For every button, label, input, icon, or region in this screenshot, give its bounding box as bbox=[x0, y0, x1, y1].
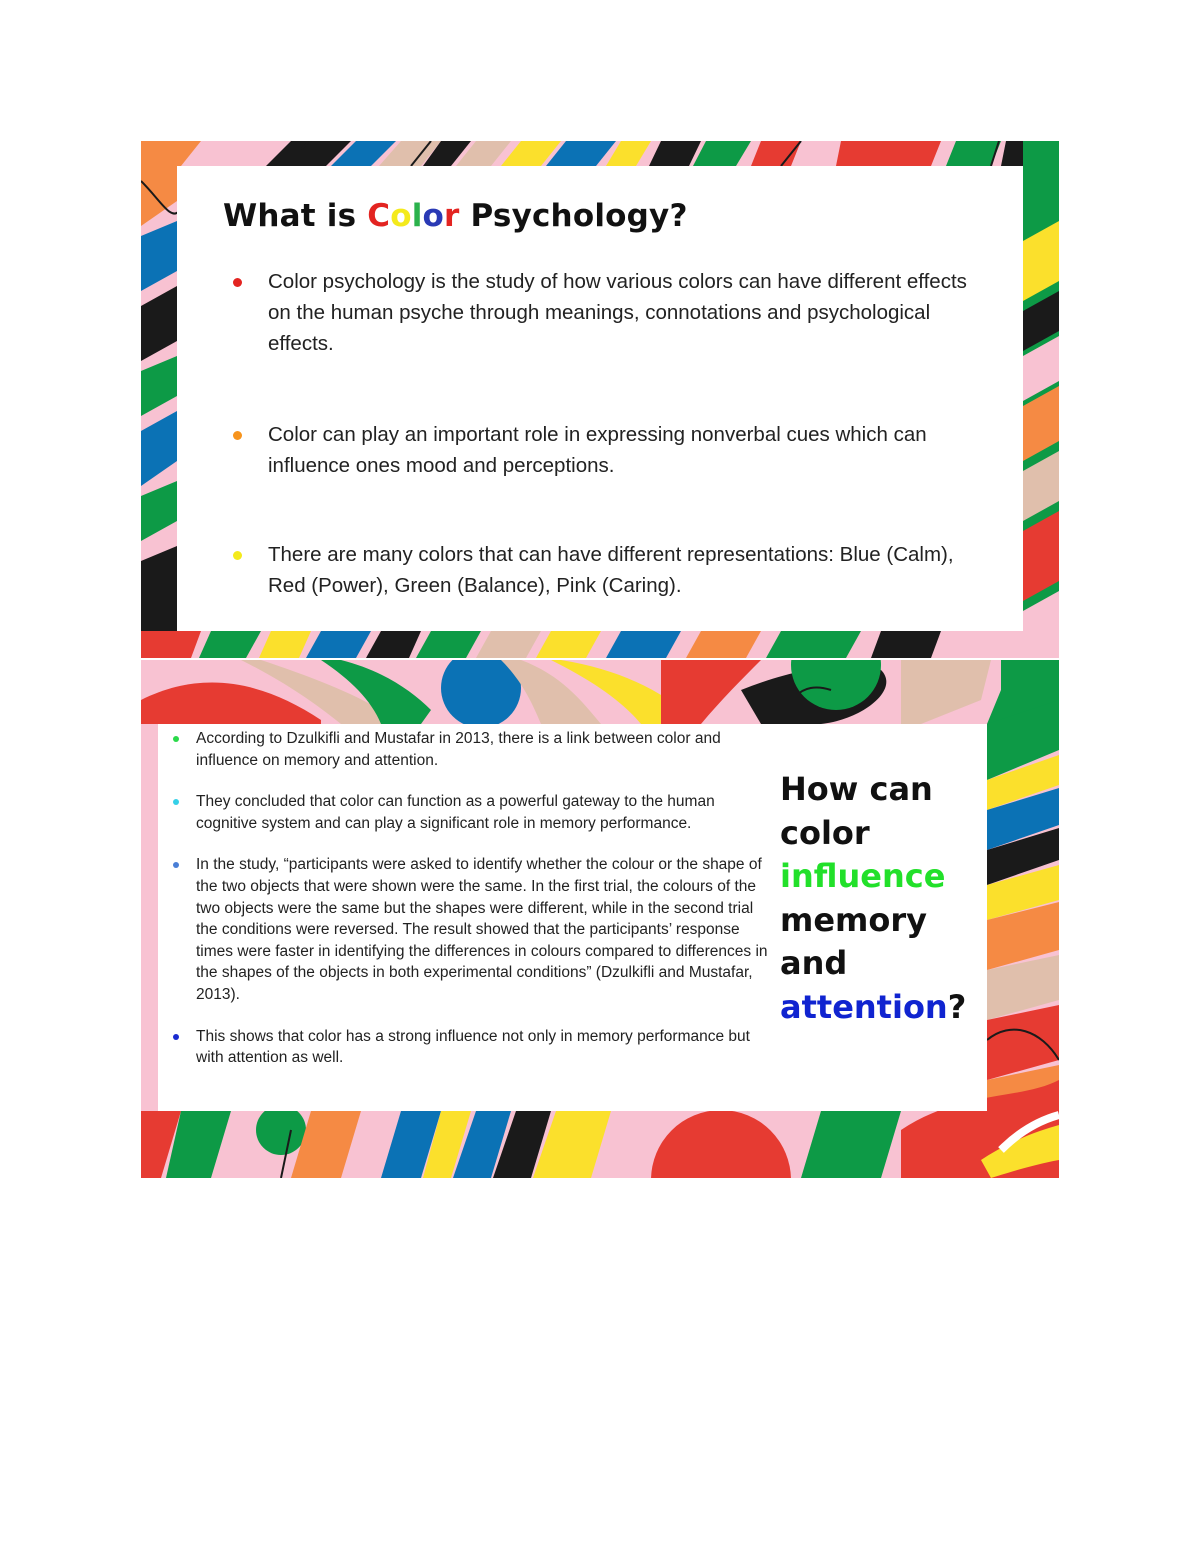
bullet-text: There are many colors that can have different representations: Blue (Calm), Red (Power), Green (Balance), Pink (Caring). bbox=[268, 543, 954, 597]
title-prefix: What is bbox=[223, 198, 368, 234]
bullet-dot-icon bbox=[173, 862, 179, 868]
list-item bbox=[164, 791, 776, 834]
bullet-text: They concluded that color can function as a powerful gateway to the human cognitive system and can play a significant role in memory performance. bbox=[196, 793, 715, 832]
list-item bbox=[164, 1026, 776, 1069]
title-suffix: Psychology? bbox=[459, 198, 688, 234]
slide1-content-panel bbox=[177, 166, 1023, 631]
bullet-dot-icon bbox=[233, 278, 242, 287]
list-item bbox=[223, 419, 993, 481]
list-item bbox=[223, 266, 993, 359]
slide1-title bbox=[223, 198, 688, 234]
bullet-dot-icon bbox=[173, 736, 179, 742]
list-item bbox=[164, 854, 776, 1005]
title-line: How can bbox=[780, 770, 933, 808]
slide1-bullet-list bbox=[223, 266, 993, 601]
list-item bbox=[164, 728, 776, 771]
slide2-content-panel bbox=[158, 724, 987, 1111]
bullet-text: This shows that color has a strong influence not only in memory performance but with attention as well. bbox=[196, 1027, 750, 1067]
slide2-title bbox=[780, 768, 980, 1029]
bullet-dot-icon bbox=[233, 431, 242, 440]
slide-color-psychology bbox=[141, 141, 1059, 658]
title-letter-r: r bbox=[444, 198, 460, 234]
bullet-text: According to Dzulkifli and Mustafar in 2013, there is a link between color and influence on memory and attention. bbox=[196, 730, 721, 769]
slide-memory-attention bbox=[141, 660, 1059, 1178]
bullet-dot-icon bbox=[173, 799, 179, 805]
title-line: color bbox=[780, 813, 870, 852]
title-question-mark: ? bbox=[947, 987, 967, 1026]
title-line: memory bbox=[780, 900, 928, 939]
title-letter-o2: o bbox=[422, 198, 445, 234]
title-line: and bbox=[780, 944, 848, 982]
title-letter-l: l bbox=[411, 198, 423, 234]
bullet-text: Color psychology is the study of how various colors can have different effects on the human psyche through meanings, connotations and psychological effects. bbox=[268, 270, 967, 355]
bullet-dot-icon bbox=[233, 551, 242, 560]
title-highlight-influence: influence bbox=[780, 857, 946, 895]
title-letter-o1: o bbox=[390, 198, 412, 234]
list-item bbox=[223, 539, 993, 601]
title-letter-c: C bbox=[367, 198, 391, 234]
bullet-dot-icon bbox=[173, 1034, 179, 1040]
bullet-text: In the study, “participants were asked to identify whether the colour or the shape of the two objects that were shown were the same. In the first trial, the colours of the two objects were the same but the shapes were different, while in the second trial the conditions were reversed. The result showed that the participants’ response times were faster in identifying the differences in colours compared to differences in the shapes of the objects in both experimental conditions” (Dzulkifli and Mustafar, 2013). bbox=[196, 856, 768, 1003]
title-highlight-attention: attention bbox=[780, 987, 948, 1026]
bullet-text: Color can play an important role in expressing nonverbal cues which can influence ones mood and perceptions. bbox=[268, 423, 927, 477]
slide2-bullet-list bbox=[164, 728, 776, 1069]
